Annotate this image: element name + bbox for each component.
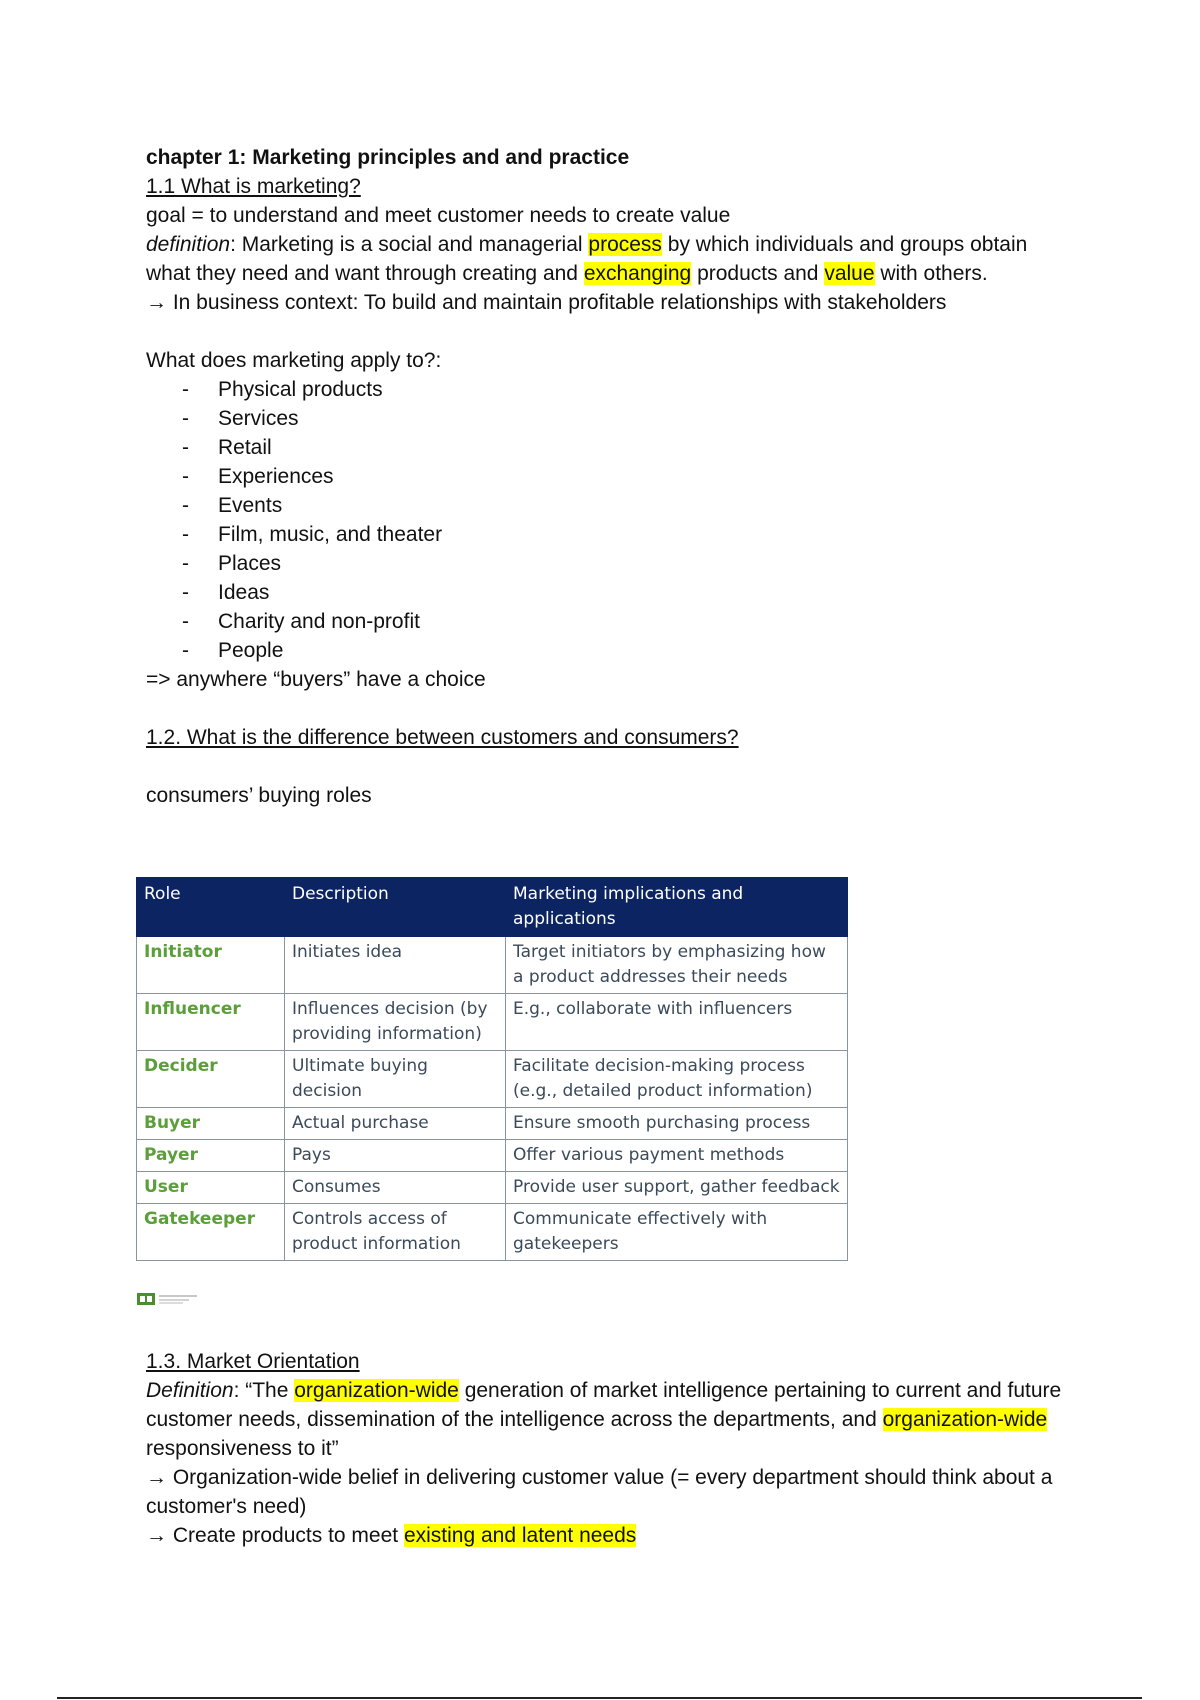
implication-cell: E.g., collaborate with influencers — [506, 994, 848, 1051]
apply-list — [146, 375, 1066, 665]
highlight-existing-latent-needs: existing and latent needs — [403, 1524, 637, 1547]
business-context: → In business context: To build and maintain profitable relationships with stakeholders — [146, 291, 947, 314]
marketing-definition — [146, 230, 1066, 288]
section-1-3 — [146, 1347, 1066, 1550]
buying-roles-subheading: consumers’ buying roles — [146, 784, 372, 807]
definition-label: Definition — [146, 1379, 234, 1402]
role-cell: Gatekeeper — [137, 1204, 285, 1261]
list-item: - Services — [182, 404, 1066, 433]
table-row — [137, 1204, 848, 1261]
description-cell: Actual purchase — [285, 1108, 506, 1140]
create-text: → Create products to meet — [146, 1524, 404, 1547]
definition-text-d: with others. — [874, 262, 988, 285]
buying-roles-table — [136, 877, 848, 1261]
role-cell: User — [137, 1172, 285, 1204]
role-cell: Buyer — [137, 1108, 285, 1140]
highlight-organization-wide: organization-wide — [882, 1408, 1048, 1431]
list-item: - Film, music, and theater — [182, 520, 1066, 549]
definition-text-b: generation of market intelligence pertaining to current and future customer needs, dissemination of the intelligence across the departments, and — [146, 1379, 1062, 1431]
market-orientation-definition — [146, 1376, 1066, 1463]
header-implications: Marketing implications and applications — [506, 878, 848, 937]
definition-text-a: : “The — [233, 1379, 295, 1402]
role-cell: Influencer — [137, 994, 285, 1051]
highlight-process: process — [588, 233, 662, 256]
table-row — [137, 1108, 848, 1140]
table-row — [137, 1051, 848, 1108]
table-row — [137, 994, 848, 1051]
spacer — [146, 317, 1066, 346]
table-row — [137, 1172, 848, 1204]
section-1-1-heading: 1.1 What is marketing? — [146, 175, 361, 198]
implication-cell: Target initiators by emphasizing how a product addresses their needs — [506, 937, 848, 994]
list-item: - Experiences — [182, 462, 1066, 491]
highlight-organization-wide: organization-wide — [294, 1379, 459, 1402]
apply-question: What does marketing apply to?: — [146, 349, 442, 372]
role-cell: Initiator — [137, 937, 285, 994]
table-row — [137, 1140, 848, 1172]
table-row — [137, 937, 848, 994]
description-cell: Consumes — [285, 1172, 506, 1204]
section-1-3-heading: 1.3. Market Orientation — [146, 1350, 360, 1373]
goal-text: goal = to understand and meet customer needs to create value — [146, 204, 731, 227]
definition-text-a: : Marketing is a social and managerial — [230, 233, 589, 256]
table-header-row — [137, 878, 848, 937]
university-logo-icon — [137, 1292, 199, 1306]
highlight-exchanging: exchanging — [583, 262, 692, 285]
description-cell: Pays — [285, 1140, 506, 1172]
list-item: - Events — [182, 491, 1066, 520]
apply-conclusion: => anywhere “buyers” have a choice — [146, 668, 486, 691]
definition-text-c: responsiveness to it” — [146, 1437, 339, 1460]
description-cell: Influences decision (by providing information) — [285, 994, 506, 1051]
organization-belief: → Organization-wide belief in delivering customer value (= every department should think about a customer's need) — [146, 1466, 1053, 1518]
create-products-line — [146, 1521, 1066, 1550]
spacer — [146, 752, 1066, 781]
role-cell: Payer — [137, 1140, 285, 1172]
implication-cell: Facilitate decision-making process (e.g., detailed product information) — [506, 1051, 848, 1108]
definition-label: definition — [146, 233, 231, 256]
implication-cell: Provide user support, gather feedback — [506, 1172, 848, 1204]
section-1-2-heading: 1.2. What is the difference between customers and consumers? — [146, 726, 739, 749]
buying-roles-table-image — [136, 877, 848, 1261]
list-item: - Physical products — [182, 375, 1066, 404]
definition-text-c: products and — [691, 262, 825, 285]
list-item: - Ideas — [182, 578, 1066, 607]
list-item: - People — [182, 636, 1066, 665]
footer-divider — [57, 1697, 1142, 1699]
chapter-title: chapter 1: Marketing principles and and practice — [146, 146, 630, 169]
list-item: - Places — [182, 549, 1066, 578]
list-item: - Retail — [182, 433, 1066, 462]
description-cell: Initiates idea — [285, 937, 506, 994]
role-cell: Decider — [137, 1051, 285, 1108]
document-page — [146, 143, 1066, 810]
header-description: Description — [285, 878, 506, 937]
description-cell: Controls access of product information — [285, 1204, 506, 1261]
highlight-value: value — [824, 262, 875, 285]
description-cell: Ultimate buying decision — [285, 1051, 506, 1108]
header-role: Role — [137, 878, 285, 937]
implication-cell: Communicate effectively with gatekeepers — [506, 1204, 848, 1261]
implication-cell: Offer various payment methods — [506, 1140, 848, 1172]
list-item: - Charity and non-profit — [182, 607, 1066, 636]
implication-cell: Ensure smooth purchasing process — [506, 1108, 848, 1140]
definition-text-b: by which individuals and groups obtain what they need and want through creating and — [146, 233, 1028, 285]
spacer — [146, 694, 1066, 723]
